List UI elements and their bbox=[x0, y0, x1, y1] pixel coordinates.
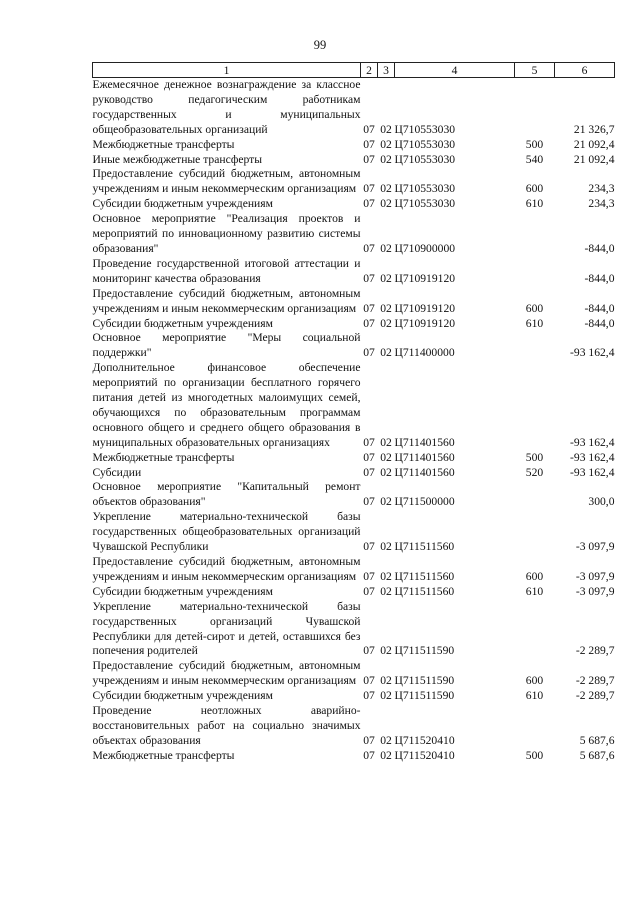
item-name: Проведение государственной итоговой аттестации и мониторинг качества образования bbox=[92, 256, 361, 285]
subsection-code: 02 bbox=[380, 152, 392, 166]
amount: 5 687,6 bbox=[579, 748, 615, 762]
expense-type-code: 610 bbox=[525, 197, 544, 211]
item-name: Основное мероприятие "Реализация проектов и мероприятий по инновационному развитию системы образования" bbox=[92, 212, 361, 255]
target-article-code: Ц710900000 bbox=[394, 241, 456, 255]
section-code: 07 bbox=[363, 450, 375, 464]
subsection-code: 02 bbox=[380, 748, 392, 762]
item-name: Основное мероприятие "Капитальный ремонт объектов образования" bbox=[92, 480, 361, 509]
item-name: Предоставление субсидий бюджетным, автономным учреждениям и иным некоммерческим организациям bbox=[92, 286, 361, 315]
page-number: 99 bbox=[313, 38, 327, 52]
amount: -2 289,7 bbox=[575, 689, 615, 703]
item-name: Субсидии бюджетным учреждениям bbox=[92, 316, 273, 330]
expense-type-code: 610 bbox=[525, 689, 544, 703]
amount: -3 097,9 bbox=[575, 569, 615, 583]
target-article-code: Ц710919120 bbox=[394, 301, 456, 315]
item-name: Предоставление субсидий бюджетным, автономным учреждениям и иным некоммерческим организациям bbox=[92, 167, 361, 196]
expense-type-code bbox=[515, 78, 555, 138]
section-code: 07 bbox=[363, 584, 375, 598]
item-name: Межбюджетные трансферты bbox=[92, 450, 235, 464]
table-row bbox=[93, 600, 615, 660]
subsection-code: 02 bbox=[380, 122, 392, 136]
amount: 21 092,4 bbox=[573, 137, 615, 151]
amount: 234,3 bbox=[588, 182, 615, 196]
subsection-code: 02 bbox=[380, 465, 392, 479]
target-article-code: Ц710553030 bbox=[394, 182, 456, 196]
expense-type-code: 540 bbox=[525, 152, 544, 166]
subsection-code: 02 bbox=[380, 540, 392, 554]
target-article-code: Ц711520410 bbox=[394, 733, 455, 747]
item-name: Основное мероприятие "Меры социальной поддержки" bbox=[92, 331, 361, 360]
amount: 234,3 bbox=[588, 197, 615, 211]
target-article-code: Ц711401560 bbox=[394, 435, 455, 449]
target-article-code: Ц710553030 bbox=[394, 152, 456, 166]
section-code: 07 bbox=[363, 569, 375, 583]
target-article-code: Ц711401560 bbox=[394, 450, 455, 464]
subsection-code: 02 bbox=[380, 689, 392, 703]
amount: -93 162,4 bbox=[570, 450, 615, 464]
target-article-code: Ц710553030 bbox=[394, 197, 456, 211]
section-code: 07 bbox=[363, 346, 375, 360]
expense-type-code bbox=[515, 510, 555, 555]
subsection-code: 02 bbox=[380, 674, 392, 688]
table-row bbox=[93, 138, 615, 153]
header-col-subsection: 3 bbox=[378, 63, 395, 78]
item-name: Предоставление субсидий бюджетным, автономным учреждениям и иным некоммерческим организациям bbox=[92, 659, 361, 688]
expense-type-code bbox=[515, 600, 555, 660]
item-name: Межбюджетные трансферты bbox=[92, 748, 235, 762]
section-code: 07 bbox=[363, 465, 375, 479]
expense-type-code bbox=[515, 480, 555, 510]
subsection-code: 02 bbox=[380, 733, 392, 747]
section-code: 07 bbox=[363, 540, 375, 554]
target-article-code: Ц711520410 bbox=[394, 748, 455, 762]
expense-type-code: 600 bbox=[525, 301, 544, 315]
subsection-code: 02 bbox=[380, 644, 392, 658]
expense-type-code bbox=[515, 212, 555, 257]
section-code: 07 bbox=[363, 182, 375, 196]
target-article-code: Ц711511590 bbox=[394, 674, 455, 688]
section-code: 07 bbox=[363, 152, 375, 166]
subsection-code: 02 bbox=[380, 316, 392, 330]
table-row bbox=[93, 212, 615, 257]
table-row bbox=[93, 749, 615, 764]
target-article-code: Ц711511560 bbox=[394, 569, 455, 583]
expense-type-code: 500 bbox=[525, 450, 544, 464]
section-code: 07 bbox=[363, 197, 375, 211]
expense-type-code bbox=[515, 361, 555, 450]
section-code: 07 bbox=[363, 644, 375, 658]
table-row bbox=[93, 361, 615, 450]
item-name: Межбюджетные трансферты bbox=[92, 137, 235, 151]
item-name: Субсидии бюджетным учреждениям bbox=[92, 689, 273, 703]
subsection-code: 02 bbox=[380, 584, 392, 598]
target-article-code: Ц710553030 bbox=[394, 122, 456, 136]
expense-type-code bbox=[515, 704, 555, 749]
table-body bbox=[93, 78, 615, 764]
amount: -844,0 bbox=[584, 271, 615, 285]
item-name: Субсидии bbox=[92, 465, 142, 479]
target-article-code: Ц711500000 bbox=[394, 495, 455, 509]
amount: -2 289,7 bbox=[575, 674, 615, 688]
section-code: 07 bbox=[363, 122, 375, 136]
table-row bbox=[93, 451, 615, 466]
target-article-code: Ц711511560 bbox=[394, 540, 455, 554]
table-row bbox=[93, 689, 615, 704]
section-code: 07 bbox=[363, 748, 375, 762]
table-row bbox=[93, 331, 615, 361]
table-row bbox=[93, 197, 615, 212]
item-name: Укрепление материально-технической базы государственных общеобразовательных организаций Чувашской Республики bbox=[92, 510, 361, 554]
section-code: 07 bbox=[363, 674, 375, 688]
expense-type-code: 600 bbox=[525, 182, 544, 196]
amount: 300,0 bbox=[588, 495, 615, 509]
expense-type-code: 500 bbox=[525, 748, 544, 762]
table-row bbox=[93, 555, 615, 585]
header-col-name: 1 bbox=[93, 63, 361, 78]
section-code: 07 bbox=[363, 495, 375, 509]
subsection-code: 02 bbox=[380, 137, 392, 151]
target-article-code: Ц710919120 bbox=[394, 316, 456, 330]
table-row bbox=[93, 287, 615, 317]
amount: -3 097,9 bbox=[575, 540, 615, 554]
item-name: Укрепление материально-технической базы государственных организаций Чувашской Республики для детей-сирот и детей, оставшихся без попечения родителей bbox=[92, 599, 361, 658]
amount: -844,0 bbox=[584, 301, 615, 315]
subsection-code: 02 bbox=[380, 450, 392, 464]
expense-type-code: 610 bbox=[525, 584, 544, 598]
amount: -844,0 bbox=[584, 316, 615, 330]
table-row bbox=[93, 510, 615, 555]
expense-type-code bbox=[515, 331, 555, 361]
header-col-amount: 6 bbox=[555, 63, 615, 78]
table-row bbox=[93, 317, 615, 332]
subsection-code: 02 bbox=[380, 241, 392, 255]
target-article-code: Ц711511590 bbox=[394, 689, 455, 703]
amount: 21 092,4 bbox=[573, 152, 615, 166]
section-code: 07 bbox=[363, 271, 375, 285]
expense-type-code: 600 bbox=[525, 569, 544, 583]
header-col-section: 2 bbox=[361, 63, 378, 78]
amount: -844,0 bbox=[584, 241, 615, 255]
table-row bbox=[93, 167, 615, 197]
expense-type-code: 520 bbox=[525, 465, 544, 479]
amount: -93 162,4 bbox=[570, 435, 615, 449]
target-article-code: Ц710919120 bbox=[394, 271, 456, 285]
table-row bbox=[93, 257, 615, 287]
table-row bbox=[93, 153, 615, 168]
subsection-code: 02 bbox=[380, 301, 392, 315]
item-name: Проведение неотложных аварийно-восстановительных работ на социально значимых объектах образования bbox=[92, 704, 361, 747]
header-col-target-code: 4 bbox=[395, 63, 515, 78]
item-name: Ежемесячное денежное вознаграждение за классное руководство педагогическим работникам государственных и муниципальных общеобразовательных организаций bbox=[92, 78, 361, 136]
header-col-expense-type: 5 bbox=[515, 63, 555, 78]
amount: -2 289,7 bbox=[575, 644, 615, 658]
subsection-code: 02 bbox=[380, 197, 392, 211]
subsection-code: 02 bbox=[380, 346, 392, 360]
section-code: 07 bbox=[363, 301, 375, 315]
amount: -3 097,9 bbox=[575, 584, 615, 598]
subsection-code: 02 bbox=[380, 271, 392, 285]
target-article-code: Ц711400000 bbox=[394, 346, 455, 360]
section-code: 07 bbox=[363, 435, 375, 449]
subsection-code: 02 bbox=[380, 435, 392, 449]
target-article-code: Ц711511590 bbox=[394, 644, 455, 658]
header-row bbox=[93, 63, 615, 78]
target-article-code: Ц710553030 bbox=[394, 137, 456, 151]
item-name: Дополнительное финансовое обеспечение мероприятий по организации бесплатного горячего питания детей из многодетных малоимущих семей, обучающихся по образовательным программам основного общего и среднего общего образования в муниципальных образовательных организациях bbox=[92, 361, 361, 449]
budget-table bbox=[92, 62, 615, 764]
section-code: 07 bbox=[363, 689, 375, 703]
expense-type-code: 610 bbox=[525, 316, 544, 330]
section-code: 07 bbox=[363, 316, 375, 330]
item-name: Субсидии бюджетным учреждениям bbox=[92, 197, 273, 211]
expense-type-code: 500 bbox=[525, 137, 544, 151]
table-row bbox=[93, 480, 615, 510]
amount: 21 326,7 bbox=[573, 122, 615, 136]
subsection-code: 02 bbox=[380, 182, 392, 196]
item-name: Предоставление субсидий бюджетным, автономным учреждениям и иным некоммерческим организациям bbox=[92, 555, 361, 583]
subsection-code: 02 bbox=[380, 569, 392, 583]
table-row bbox=[93, 704, 615, 749]
table-row bbox=[93, 585, 615, 600]
expense-type-code: 600 bbox=[525, 674, 544, 688]
item-name: Иные межбюджетные трансферты bbox=[92, 152, 263, 166]
amount: -93 162,4 bbox=[570, 465, 615, 479]
table-row bbox=[93, 466, 615, 481]
table-row bbox=[93, 78, 615, 138]
amount: -93 162,4 bbox=[570, 346, 615, 360]
section-code: 07 bbox=[363, 137, 375, 151]
section-code: 07 bbox=[363, 733, 375, 747]
subsection-code: 02 bbox=[380, 495, 392, 509]
table-header bbox=[93, 63, 615, 78]
table-row bbox=[93, 659, 615, 689]
target-article-code: Ц711401560 bbox=[394, 465, 455, 479]
target-article-code: Ц711511560 bbox=[394, 584, 455, 598]
amount: 5 687,6 bbox=[579, 733, 615, 747]
item-name: Субсидии бюджетным учреждениям bbox=[92, 584, 273, 598]
section-code: 07 bbox=[363, 241, 375, 255]
expense-type-code bbox=[515, 257, 555, 287]
